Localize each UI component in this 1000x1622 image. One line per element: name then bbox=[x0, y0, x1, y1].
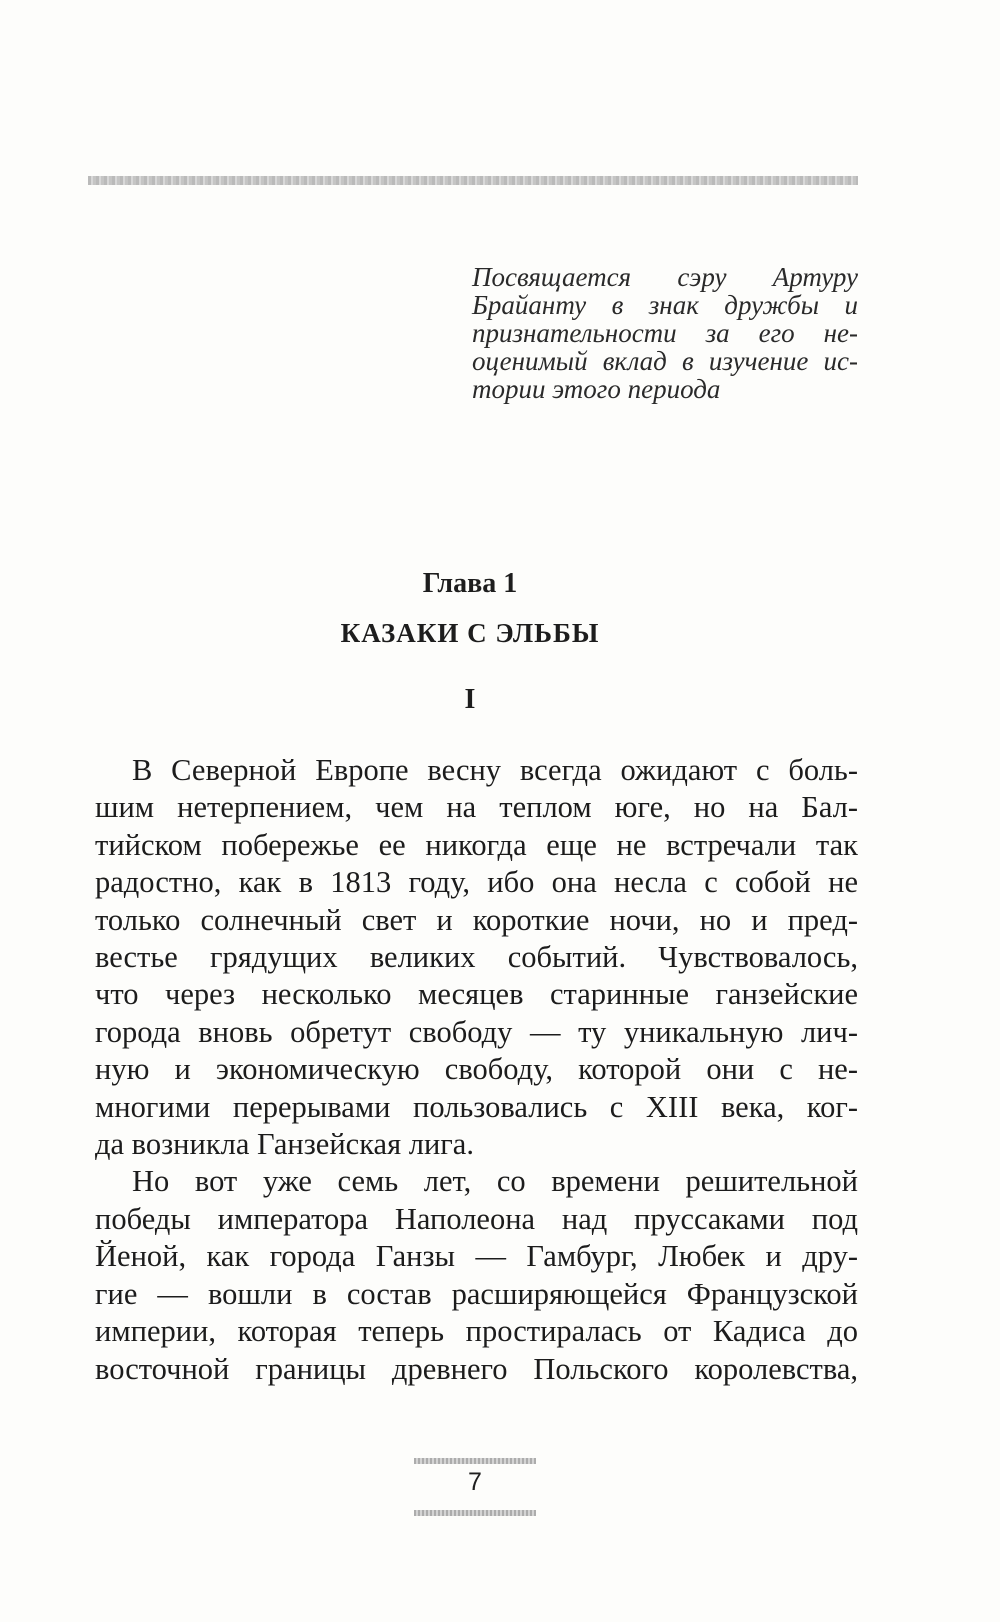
text-line: ную и экономическую свободу, которой они с не- bbox=[95, 1052, 858, 1087]
text-line: империи, которая теперь простиралась от Кадиса до bbox=[95, 1314, 858, 1349]
text-line: В Северной Европе весну всегда ожидают с боль- bbox=[132, 753, 858, 787]
text-line: радостно, как в 1813 году, ибо она несла с собой не bbox=[95, 865, 858, 900]
chapter-title: КАЗАКИ С ЭЛЬБЫ bbox=[340, 618, 600, 648]
text-line: многими перерывами пользовались с XIII века, ког- bbox=[95, 1089, 858, 1124]
text-line: гие — вошли в состав расширяющейся Французской bbox=[95, 1276, 858, 1311]
text-line: шим нетерпением, чем на теплом юге, но на Бал- bbox=[95, 790, 858, 825]
text-line: Йеной, как города Ганзы — Гамбург, Любек и дру- bbox=[95, 1239, 858, 1274]
text-line: только солнечный свет и короткие ночи, но и пред- bbox=[95, 902, 858, 937]
text-line: города вновь обретут свободу — ту уникальную лич- bbox=[95, 1014, 858, 1049]
dedication bbox=[472, 263, 858, 403]
text-line: победы императора Наполеона над пруссаками под bbox=[95, 1201, 858, 1236]
footer-rule-bottom bbox=[414, 1510, 536, 1516]
chapter-number: Глава 1 bbox=[422, 568, 518, 599]
text-line: да возникла Ганзейская лига. bbox=[95, 1127, 474, 1162]
footer-rule-top bbox=[414, 1458, 536, 1464]
top-decorative-rule bbox=[88, 176, 858, 185]
text-line: что через несколько месяцев старинные ганзейские bbox=[95, 977, 858, 1012]
text-line: восточной границы древнего Польского королевства, bbox=[95, 1351, 858, 1386]
dedication-line: Посвящается сэру Артуру bbox=[472, 262, 858, 292]
text-line: Но вот уже семь лет, со времени решительной bbox=[132, 1164, 858, 1199]
dedication-line: тории этого периода bbox=[472, 374, 721, 404]
page-number: 7 bbox=[468, 1468, 482, 1496]
dedication-line: Брайанту в знак дружбы и bbox=[472, 290, 858, 320]
dedication-line: оценимый вклад в изучение ис- bbox=[472, 346, 858, 376]
text-line: тийском побережье ее никогда еще не встречали так bbox=[95, 827, 858, 862]
dedication-line: признательности за его не- bbox=[472, 318, 858, 348]
text-line: вестье грядущих великих событий. Чувствовалось, bbox=[95, 940, 858, 975]
section-number: I bbox=[464, 684, 476, 715]
body-text bbox=[95, 752, 858, 1388]
